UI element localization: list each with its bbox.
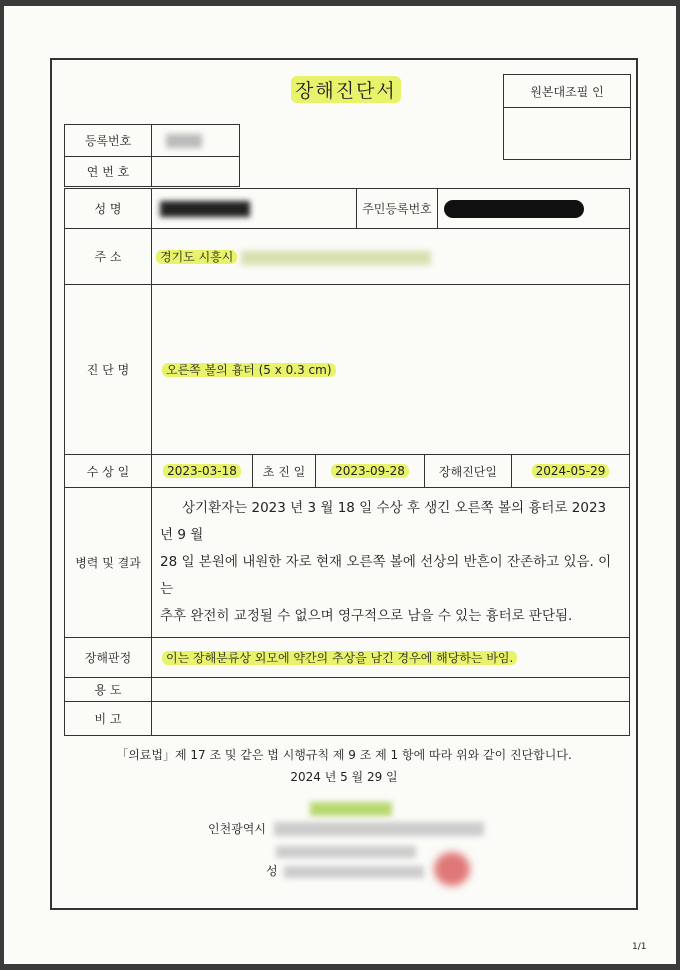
use-label: 용 도 (65, 678, 152, 702)
diagnosis-value (152, 285, 630, 455)
diagnosis-text: 오른쪽 볼의 흉터 (5 x 0.3 cm) (162, 363, 336, 377)
history-value (152, 488, 630, 638)
stamp-label: 원본대조필 인 (504, 75, 630, 108)
document-title: 장해진단서 (291, 76, 401, 103)
document-page (4, 6, 676, 964)
first-visit-label: 초 진 일 (253, 455, 316, 487)
history-line-1: 상기환자는 2023 년 3 월 18 일 수상 후 생긴 오른쪽 볼의 흉터로 2023 년 9 월 (160, 500, 607, 543)
redacted-hospital-name (310, 802, 392, 816)
injury-date-label: 수 상 일 (65, 455, 152, 488)
issuer-city: 인천광역시 (208, 822, 266, 836)
judgment-value (152, 638, 630, 678)
history-label: 병력 및 결과 (65, 488, 152, 638)
serial-label: 연 번 호 (65, 157, 152, 187)
law-statement: 「의료법」제 17 조 및 같은 법 시행규칙 제 9 조 제 1 항에 따라 위와 같이 진단합니다. (116, 748, 572, 762)
main-table (64, 188, 630, 736)
history-line-3: 추후 완전히 교정될 수 없으며 영구적으로 남을 수 있는 흉터로 판단됨. (160, 608, 573, 624)
redacted-hospital-address (274, 822, 484, 836)
address-value (152, 229, 630, 285)
rrn-label: 주민등록번호 (357, 189, 438, 229)
serial-value (152, 157, 240, 187)
remark-label: 비 고 (65, 702, 152, 736)
redacted-name (160, 201, 250, 217)
name-label: 성 명 (65, 189, 152, 229)
address-text: 경기도 시흥시 (156, 250, 237, 264)
name-value (152, 189, 357, 229)
dates-row (152, 455, 630, 488)
remark-value (152, 702, 630, 736)
redacted-rrn (444, 200, 584, 218)
injury-date-value: 2023-03-18 (163, 464, 241, 478)
disability-date-value: 2024-05-29 (532, 464, 610, 478)
reg-no-value (152, 125, 240, 157)
history-line-2: 28 일 본원에 내원한 자로 현재 오른쪽 볼에 선상의 반흔이 잔존하고 있음. 이는 (160, 554, 612, 597)
redacted-doctor-info (276, 846, 416, 858)
judgment-label: 장해판정 (65, 638, 152, 678)
use-value (152, 678, 630, 702)
judgment-text: 이는 장해분류상 외모에 약간의 추상을 남긴 경우에 해당하는 바임. (162, 651, 517, 665)
signer-prefix: 성 (266, 864, 278, 878)
certified-copy-stamp-box (503, 74, 631, 160)
doctor-seal-redacted (434, 852, 470, 886)
issue-date: 2024 년 5 월 29 일 (290, 770, 398, 784)
first-visit-value: 2023-09-28 (331, 464, 409, 478)
rrn-value (438, 189, 630, 229)
page-number: 1/1 (632, 942, 647, 952)
registration-table (64, 124, 240, 187)
diagnosis-label: 진 단 명 (65, 285, 152, 455)
redacted-doctor-name (284, 866, 424, 878)
address-label: 주 소 (65, 229, 152, 285)
disability-date-label: 장해진단일 (425, 455, 512, 487)
reg-no-label: 등록번호 (65, 125, 152, 157)
redacted-reg-no (166, 134, 202, 148)
redacted-address (241, 251, 431, 265)
